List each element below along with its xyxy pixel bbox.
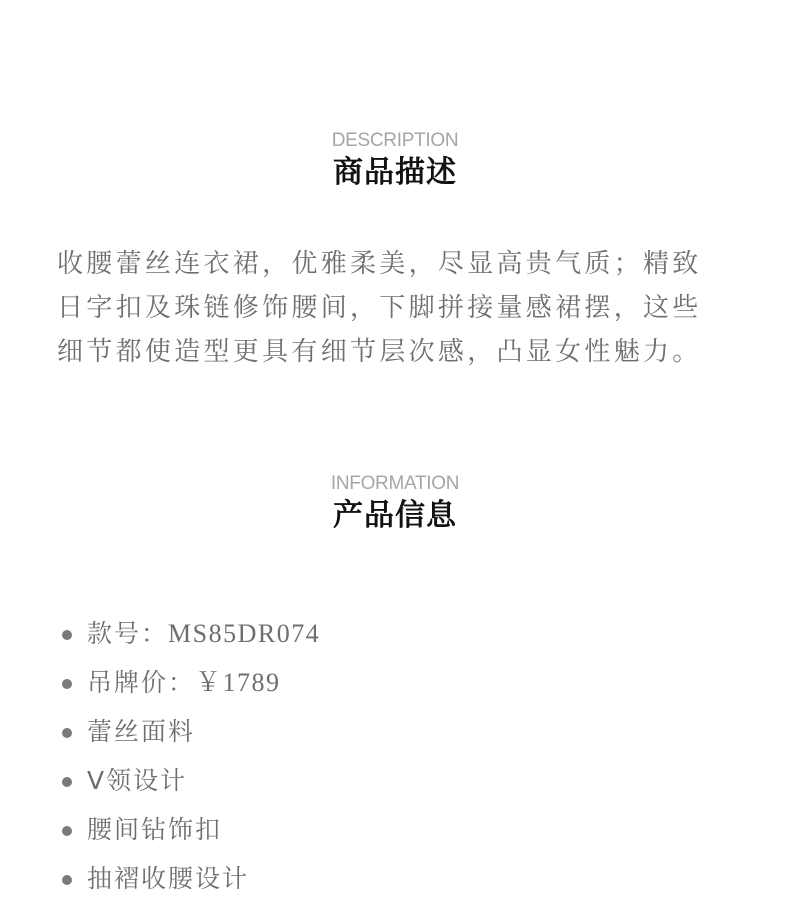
bullet-dot-icon <box>62 777 72 787</box>
info-label: 款号： <box>87 619 169 648</box>
info-value: ￥1789 <box>195 668 281 697</box>
description-text <box>57 242 747 374</box>
bullet-dot-icon <box>62 728 72 738</box>
description-line: 收腰蕾丝连衣裙，优雅柔美，尽显高贵气质；精致 <box>57 249 702 279</box>
information-heading: 产品信息 <box>333 498 457 533</box>
information-eyebrow: INFORMATION <box>330 473 460 494</box>
bullet-dot-icon <box>62 875 72 885</box>
info-value: MS85DR074 <box>168 619 321 648</box>
info-label: 吊牌价： <box>87 668 196 697</box>
description-line: 日字扣及珠链修饰腰间，下脚拼接量感裙摆，这些 <box>57 293 702 323</box>
bullet-dot-icon <box>62 826 72 836</box>
info-item-tag-price <box>58 660 320 709</box>
description-line: 细节都使造型更具有细节层次感，凸显女性魅力。 <box>57 337 702 367</box>
info-item-lace-fabric <box>58 709 320 758</box>
info-item-v-neck <box>58 758 320 807</box>
bullet-dot-icon <box>62 630 72 640</box>
description-eyebrow: DESCRIPTION <box>331 130 459 151</box>
information-header <box>0 474 790 533</box>
description-header <box>0 131 790 190</box>
info-label: V领设计 <box>87 766 188 795</box>
info-label: 抽褶收腰设计 <box>87 864 250 893</box>
info-label: 腰间钻饰扣 <box>87 815 223 844</box>
info-item-pleated-waist <box>58 856 320 905</box>
product-info-list <box>58 611 320 905</box>
info-item-style-number <box>58 611 320 660</box>
bullet-dot-icon <box>62 679 72 689</box>
info-label: 蕾丝面料 <box>87 717 196 746</box>
description-heading: 商品描述 <box>333 155 457 190</box>
info-item-waist-buckle <box>58 807 320 856</box>
